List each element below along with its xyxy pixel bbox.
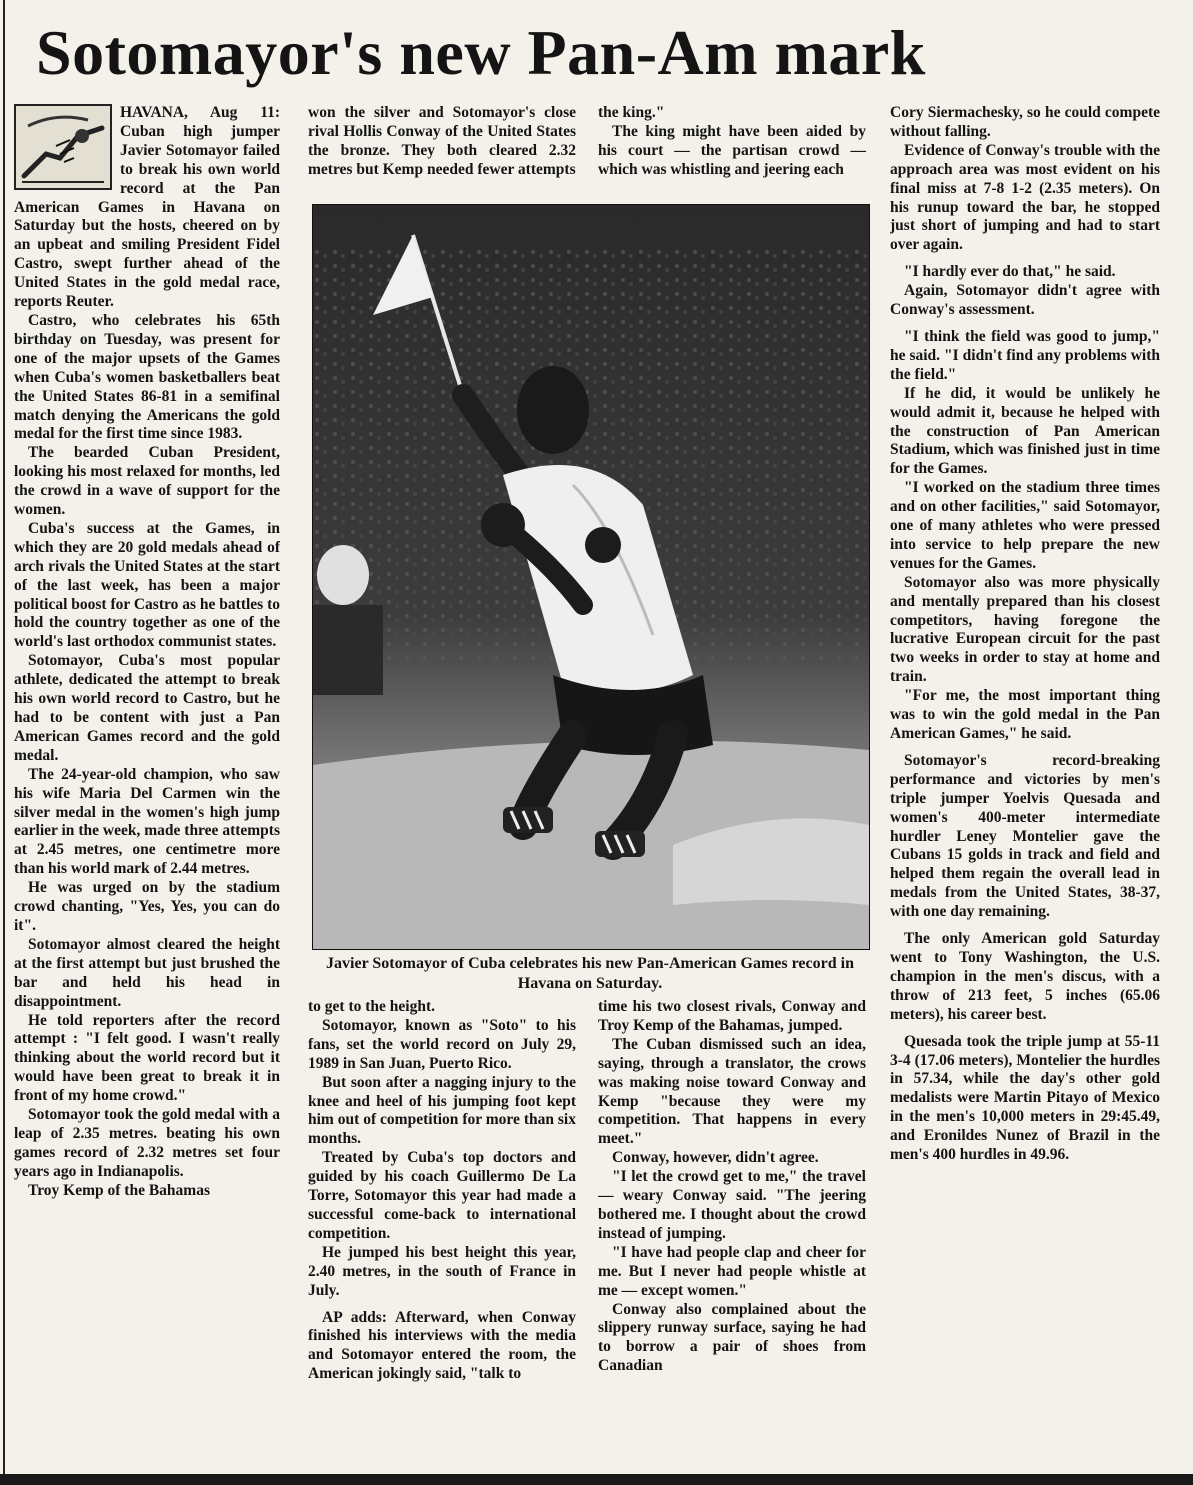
article-paragraph: Again, Sotomayor didn't agree with Conway's assessment. [890,282,1160,319]
article-paragraph: Cory Siermachesky, so he could compete without falling. [890,104,1160,140]
article-paragraph: Troy Kemp of the Bahamas [28,1181,210,1199]
article-paragraph: The 24-year-old champion, who saw his wife Maria Del Carmen win the silver medal in the women's high jump earlier in the week, made three attempts at 2.45 metres, one centimetre more than his world mark of 2.44 metres. [14,765,280,878]
article-paragraph: The only American gold Saturday went to Tony Washington, the U.S. champion in the men's discus, with a throw of 213 feet, 5 inches (65.06 meters), his career best. [890,930,1160,1023]
article-paragraph: The king might have been aided by his court — the partisan crowd — which was whistling and jeering each [598,122,866,178]
article-paragraph: to get to the height. [308,998,435,1015]
article-paragraph: won the silver and Sotomayor's close rival Hollis Conway of the United States the bronze. They both cleared 2.32 metres but Kemp needed fewer attempts [308,104,576,178]
article-paragraph: The Cuban dismissed such an idea, saying, through a translator, the crows was making noise toward Conway and Kemp "because they were my competition. That happens in every meet." [598,1035,866,1148]
article-paragraph: Sotomayor almost cleared the height at the first attempt but just brushed the bar and held his head in disappointment. [14,935,280,1010]
article-paragraph: "For me, the most important thing was to win the gold medal in the Pan American Games," he said. [890,687,1160,742]
high-jump-emblem-icon [14,104,112,190]
article-paragraph: Sotomayor, known as "Soto" to his fans, set the world record on July 29, 1989 in San Juan, Puerto Rico. [308,1016,576,1072]
photo-caption: Javier Sotomayor of Cuba celebrates his new Pan-American Games record in Havana on Saturday. [326,955,854,992]
article-paragraph: time his two closest rivals, Conway and Troy Kemp of the Bahamas, jumped. [598,998,866,1034]
article-paragraph: He told reporters after the record attempt : "I felt good. I wasn't really thinking about the world record but it would have been great to break it in front of my home crowd." [14,1011,280,1105]
article-paragraph: Evidence of Conway's trouble with the approach area was most evident on his final miss at 7-8 1-2 (2.35 meters). On his runup toward the bar, he stopped just short of jumping and had to start over again. [890,141,1160,254]
article-column-3-bottom [598,998,866,1472]
article-paragraph: AP adds: Afterward, when Conway finished his interviews with the media and Sotomayor entered the room, the American jokingly said, "talk to [308,1308,576,1383]
article-column-2-bottom [308,998,576,1472]
article-paragraph: Sotomayor, Cuba's most popular athlete, dedicated the attempt to break his own world record to Castro, but he had to be content with just a Pan American Games record and the gold medal. [14,652,280,764]
article-paragraph: He jumped his best height this year, 2.40 metres, in the south of France in July. [308,1243,576,1299]
article-paragraph: Treated by Cuba's top doctors and guided by his coach Guillermo De La Torre, Sotomayor this year had made a successful come-back to international competition. [308,1149,576,1242]
article-paragraph: If he did, it would be unlikely he would admit it, because he helped with the construction of Pan American Stadium, which was finished just in time for the Games. [890,384,1160,478]
article-column-4 [890,104,1160,1472]
article-paragraph: The bearded Cuban President, looking his most relaxed for months, led the crowd in a wave of support for the women. [14,444,280,519]
article-paragraph: "I think the field was good to jump," he said. "I didn't find any problems with the field." [890,327,1160,383]
next-article-edge [0,1474,1193,1485]
article-paragraph: "I worked on the stadium three times and on other facilities," said Sotomayor, one of many athletes who were pressed into service to help prepare the new venues for the Games. [890,479,1160,572]
article-column-2-top [308,104,576,200]
article-paragraph: "I hardly ever do that," he said. [904,263,1116,281]
article-paragraph: Conway, however, didn't agree. [612,1149,819,1167]
article-paragraph: But soon after a nagging injury to the knee and heel of his jumping foot kept him out of competition for more than six months. [308,1073,576,1148]
article-paragraph: "I let the crowd get to me," the travel — weary Conway said. "The jeering bothered me. I thought about the crowd instead of jumping. [598,1168,866,1242]
article-paragraph: "I have had people clap and cheer for me. But I never had people whistle at me — except women." [598,1243,866,1299]
article-paragraph: He was urged on by the stadium crowd chanting, "Yes, Yes, you can do it". [14,879,280,934]
article-column-1 [14,104,280,1472]
article-paragraph: Sotomayor also was more physically and mentally prepared than his closest competitors, having foregone the lucrative European circuit for the past two weeks in order to stay at home and train. [890,573,1160,686]
article-paragraph: Conway also complained about the slippery runway surface, saying he had to borrow a pair of shoes from Canadian [598,1300,866,1375]
headline: Sotomayor's new Pan-Am mark [36,17,926,88]
article-paragraph: Quesada took the triple jump at 55-11 3-4 (17.06 meters), Montelier the hurdles in 57.34, while the day's other gold medalists were Martin Pitayo of Mexico in the men's 10,000 meters in 29:45.49, and Eronildes Nunez of Brazil in the men's 400 hurdles in 49.96. [890,1032,1160,1164]
article-paragraph: Castro, who celebrates his 65th birthday on Tuesday, was present for one of the major upsets of the Games when Cuba's women basketballers beat the United States 86-81 in a semifinal match denying the Americans the gold medal for the first time since 1983. [14,311,280,443]
left-column-rule [3,0,5,1485]
news-photo [312,204,870,950]
article-paragraph: HAVANA, Aug 11: Cuban high jumper Javier Sotomayor failed to break his own world record at the Pan American Games in Havana on Saturday but the hosts, cheered on by an upbeat and smiling President Fidel Castro, swept further ahead of the United States in the gold medal race, reports Reuter. [14,104,280,311]
article-paragraph: Sotomayor took the gold medal with a leap of 2.35 metres. beating his own games record of 2.32 metres set four years ago in Indianapolis. [14,1106,280,1180]
article-paragraph: Sotomayor's record-breaking performance and victories by men's triple jumper Yoelvis Quesada and women's 400-meter intermediate hurdler Leney Montelier gave the Cubans 15 golds in track and field and helped them regain the overall lead in medals from the United States, 38-37, with one day remaining. [890,751,1160,921]
article-paragraph: Cuba's success at the Games, in which they are 20 gold medals ahead of arch rivals the United States at the start of the last week, has been a major political boost for Castro as he battles to hold the country together as one of the world's last orthodox communist states. [14,519,280,651]
article-column-3-top [598,104,866,200]
article-paragraph: the king." [598,104,665,121]
